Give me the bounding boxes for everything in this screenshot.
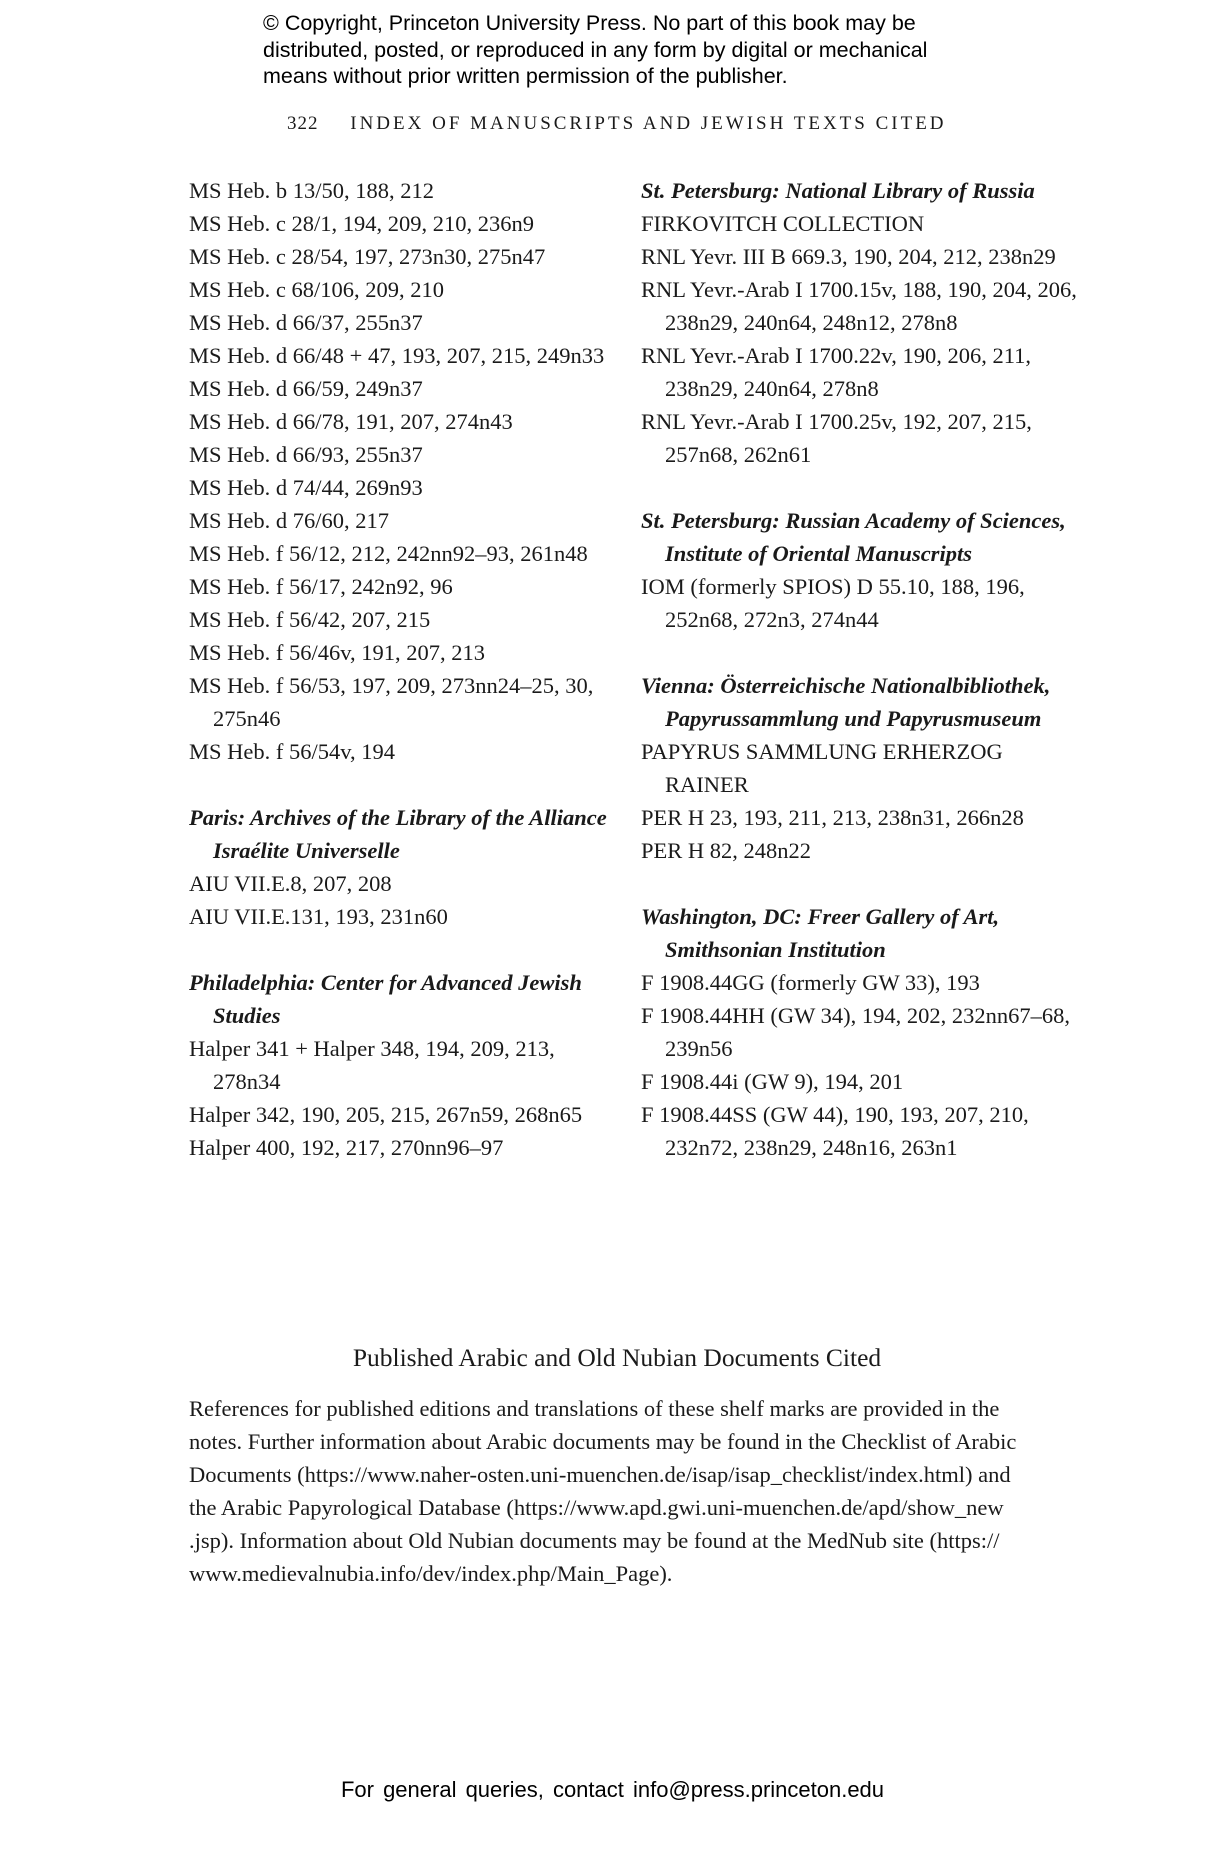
section-spacer	[641, 471, 1081, 504]
index-entry: MS Heb. d 66/93, 255n37	[189, 442, 423, 467]
paragraph-line: Documents (https://www.naher-osten.uni-muenchen.de/isap/isap_checklist/index.html) and	[189, 1462, 1011, 1487]
index-entry: AIU VII.E.8, 207, 208	[189, 871, 392, 896]
section-spacer	[189, 933, 619, 966]
collection-heading: St. Petersburg: Russian Academy of Sciences, Institute of Oriental Manuscripts	[641, 508, 1066, 566]
index-entry: MS Heb. d 66/78, 191, 207, 274n43	[189, 409, 513, 434]
section-spacer	[641, 636, 1081, 669]
index-entry: F 1908.44SS (GW 44), 190, 193, 207, 210, 232n72, 238n29, 248n16, 263n1	[641, 1102, 1029, 1160]
section-spacer	[641, 867, 1081, 900]
index-entry: PAPYRUS SAMMLUNG ERHERZOG RAINER	[641, 739, 1003, 797]
index-entry: PER H 82, 248n22	[641, 838, 812, 863]
index-entry: RNL Yevr. III B 669.3, 190, 204, 212, 238n29	[641, 244, 1056, 269]
index-entry: MS Heb. f 56/42, 207, 215	[189, 607, 431, 632]
index-entry: AIU VII.E.131, 193, 231n60	[189, 904, 448, 929]
index-entry: MS Heb. d 76/60, 217	[189, 508, 390, 533]
index-entry: IOM (formerly SPIOS) D 55.10, 188, 196, 252n68, 272n3, 274n44	[641, 574, 1025, 632]
page-number: 322	[287, 113, 319, 134]
index-entry: PER H 23, 193, 211, 213, 238n31, 266n28	[641, 805, 1024, 830]
copyright-line: distributed, posted, or reproduced in any form by digital or mechanical	[263, 37, 928, 62]
paragraph-line: References for published editions and translations of these shelf marks are provided in the	[189, 1396, 1000, 1421]
paragraph-line: the Arabic Papyrological Database (https://www.apd.gwi.uni-muenchen.de/apd/show_new	[189, 1495, 1004, 1520]
index-entry: F 1908.44HH (GW 34), 194, 202, 232nn67–68, 239n56	[641, 1003, 1070, 1061]
index-entry: FIRKOVITCH COLLECTION	[641, 211, 925, 236]
index-entry: MS Heb. b 13/50, 188, 212	[189, 178, 435, 203]
collection-heading: St. Petersburg: National Library of Russia	[641, 178, 1035, 203]
collection-heading: Vienna: Österreichische Nationalbibliothek, Papyrussammlung und Papyrusmuseum	[641, 673, 1051, 731]
running-head-title: INDEX OF MANUSCRIPTS AND JEWISH TEXTS CITED	[350, 113, 947, 134]
copyright-notice	[263, 10, 1023, 90]
paragraph-line: www.medievalnubia.info/dev/index.php/Main_Page).	[189, 1561, 673, 1586]
index-entry: MS Heb. f 56/46v, 191, 207, 213	[189, 640, 486, 665]
index-entry: MS Heb. f 56/17, 242n92, 96	[189, 574, 453, 599]
index-entry: Halper 342, 190, 205, 215, 267n59, 268n65	[189, 1102, 583, 1127]
copyright-line: means without prior written permission of the publisher.	[263, 64, 788, 88]
index-entry: MS Heb. d 66/37, 255n37	[189, 310, 423, 335]
index-entry: MS Heb. d 74/44, 269n93	[189, 475, 423, 500]
index-entry: RNL Yevr.-Arab I 1700.22v, 190, 206, 211, 238n29, 240n64, 278n8	[641, 343, 1031, 401]
index-entry: F 1908.44i (GW 9), 194, 201	[641, 1069, 904, 1094]
index-entry: MS Heb. f 56/54v, 194	[189, 739, 396, 764]
collection-heading: Washington, DC: Freer Gallery of Art, Smithsonian Institution	[641, 904, 1000, 962]
index-entry: F 1908.44GG (formerly GW 33), 193	[641, 970, 980, 995]
index-entry: RNL Yevr.-Arab I 1700.25v, 192, 207, 215, 257n68, 262n61	[641, 409, 1032, 467]
index-entry: MS Heb. f 56/12, 212, 242nn92–93, 261n48	[189, 541, 588, 566]
running-head	[287, 113, 947, 135]
index-entry: Halper 341 + Halper 348, 194, 209, 213, 278n34	[189, 1036, 555, 1094]
index-entry: MS Heb. c 28/54, 197, 273n30, 275n47	[189, 244, 546, 269]
section-paragraph	[189, 1392, 1047, 1590]
index-entry: MS Heb. f 56/53, 197, 209, 273nn24–25, 30, 275n46	[189, 673, 594, 731]
collection-heading: Philadelphia: Center for Advanced Jewish Studies	[189, 970, 582, 1028]
index-entry: RNL Yevr.-Arab I 1700.15v, 188, 190, 204, 206, 238n29, 240n64, 248n12, 278n8	[641, 277, 1077, 335]
index-entry: MS Heb. c 68/106, 209, 210	[189, 277, 444, 302]
index-entry: Halper 400, 192, 217, 270nn96–97	[189, 1135, 504, 1160]
index-entry: MS Heb. d 66/48 + 47, 193, 207, 215, 249n33	[189, 343, 605, 368]
collection-heading: Paris: Archives of the Library of the Alliance Israélite Universelle	[189, 805, 607, 863]
section-spacer	[189, 768, 619, 801]
index-column-left	[189, 174, 619, 1164]
paragraph-line: .jsp). Information about Old Nubian documents may be found at the MedNub site (https://	[189, 1528, 1000, 1553]
paragraph-line: notes. Further information about Arabic documents may be found in the Checklist of Arabic	[189, 1429, 1017, 1454]
index-column-right	[641, 174, 1081, 1164]
section-title: Published Arabic and Old Nubian Documents Cited	[352, 1343, 882, 1372]
footer-contact: For general queries, contact info@press.princeton.edu	[340, 1777, 885, 1802]
copyright-line: © Copyright, Princeton University Press. No part of this book may be	[263, 11, 916, 35]
index-entry: MS Heb. d 66/59, 249n37	[189, 376, 423, 401]
index-entry: MS Heb. c 28/1, 194, 209, 210, 236n9	[189, 211, 534, 236]
